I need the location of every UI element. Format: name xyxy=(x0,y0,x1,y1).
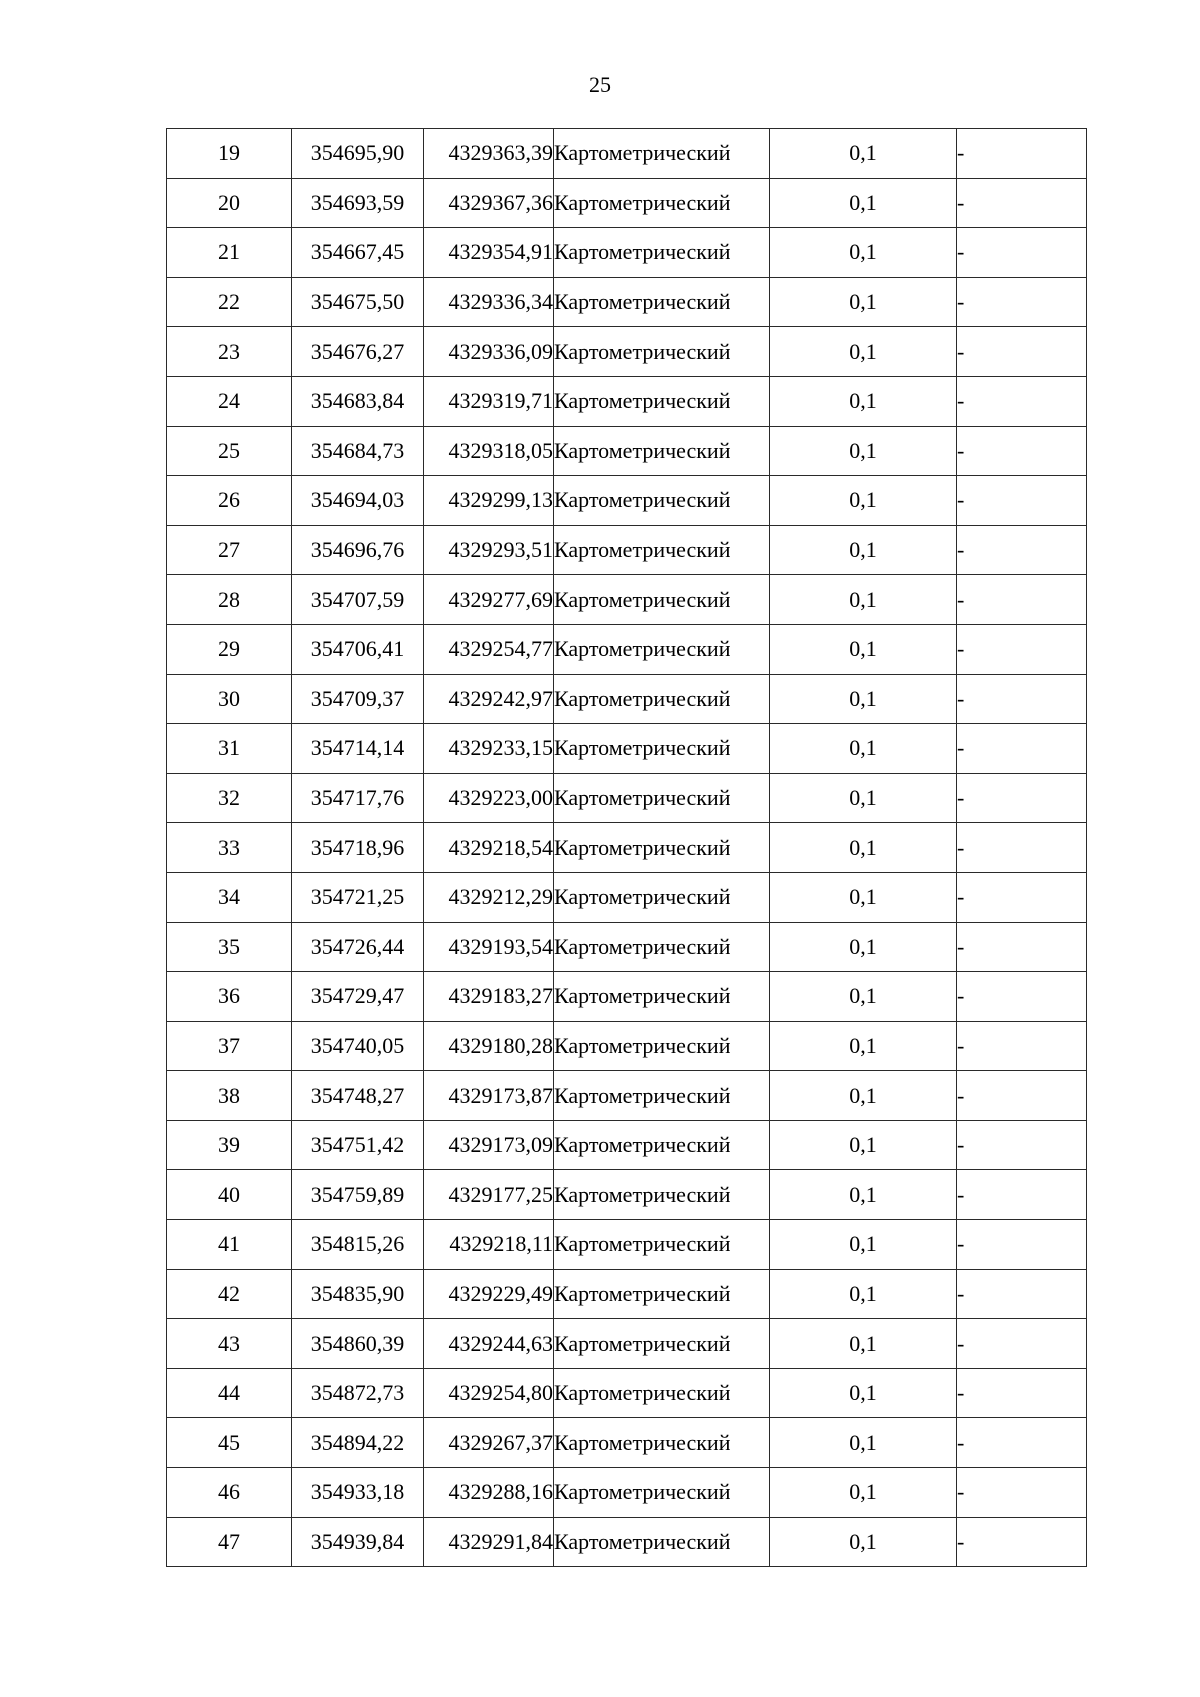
x-coordinate-cell: 354748,27 xyxy=(292,1071,424,1121)
y-coordinate-cell: 4329254,77 xyxy=(424,624,554,674)
x-coordinate-cell: 354718,96 xyxy=(292,823,424,873)
description-cell: - xyxy=(957,178,1087,228)
method-cell: Картометрический xyxy=(554,724,770,774)
y-coordinate-cell: 4329318,05 xyxy=(424,426,554,476)
x-coordinate-cell: 354933,18 xyxy=(292,1468,424,1518)
y-coordinate-cell: 4329299,13 xyxy=(424,476,554,526)
table-row xyxy=(167,476,1087,526)
point-number-cell: 27 xyxy=(167,525,292,575)
description-cell: - xyxy=(957,773,1087,823)
description-cell: - xyxy=(957,1468,1087,1518)
point-number-cell: 24 xyxy=(167,376,292,426)
point-number-cell: 31 xyxy=(167,724,292,774)
y-coordinate-cell: 4329267,37 xyxy=(424,1418,554,1468)
description-cell: - xyxy=(957,1269,1087,1319)
precision-cell: 0,1 xyxy=(770,1517,957,1567)
y-coordinate-cell: 4329180,28 xyxy=(424,1021,554,1071)
method-cell: Картометрический xyxy=(554,327,770,377)
table-row xyxy=(167,178,1087,228)
table-row xyxy=(167,1418,1087,1468)
description-cell: - xyxy=(957,1071,1087,1121)
coordinates-table xyxy=(166,128,1087,1567)
method-cell: Картометрический xyxy=(554,426,770,476)
precision-cell: 0,1 xyxy=(770,277,957,327)
description-cell: - xyxy=(957,823,1087,873)
precision-cell: 0,1 xyxy=(770,922,957,972)
precision-cell: 0,1 xyxy=(770,1319,957,1369)
point-number-cell: 35 xyxy=(167,922,292,972)
point-number-cell: 46 xyxy=(167,1468,292,1518)
x-coordinate-cell: 354675,50 xyxy=(292,277,424,327)
table-row xyxy=(167,1269,1087,1319)
x-coordinate-cell: 354872,73 xyxy=(292,1368,424,1418)
precision-cell: 0,1 xyxy=(770,1220,957,1270)
description-cell: - xyxy=(957,922,1087,972)
x-coordinate-cell: 354696,76 xyxy=(292,525,424,575)
point-number-cell: 45 xyxy=(167,1418,292,1468)
y-coordinate-cell: 4329183,27 xyxy=(424,972,554,1022)
table-row xyxy=(167,277,1087,327)
description-cell: - xyxy=(957,1319,1087,1369)
table-row xyxy=(167,823,1087,873)
table-row xyxy=(167,773,1087,823)
description-cell: - xyxy=(957,575,1087,625)
method-cell: Картометрический xyxy=(554,1368,770,1418)
method-cell: Картометрический xyxy=(554,575,770,625)
x-coordinate-cell: 354693,59 xyxy=(292,178,424,228)
table-row xyxy=(167,1170,1087,1220)
table-row xyxy=(167,1368,1087,1418)
table-row xyxy=(167,525,1087,575)
point-number-cell: 30 xyxy=(167,674,292,724)
y-coordinate-cell: 4329212,29 xyxy=(424,872,554,922)
x-coordinate-cell: 354706,41 xyxy=(292,624,424,674)
description-cell: - xyxy=(957,129,1087,179)
description-cell: - xyxy=(957,1517,1087,1567)
y-coordinate-cell: 4329233,15 xyxy=(424,724,554,774)
description-cell: - xyxy=(957,1220,1087,1270)
point-number-cell: 42 xyxy=(167,1269,292,1319)
precision-cell: 0,1 xyxy=(770,228,957,278)
method-cell: Картометрический xyxy=(554,1418,770,1468)
table-row xyxy=(167,1468,1087,1518)
x-coordinate-cell: 354694,03 xyxy=(292,476,424,526)
y-coordinate-cell: 4329293,51 xyxy=(424,525,554,575)
method-cell: Картометрический xyxy=(554,872,770,922)
y-coordinate-cell: 4329173,09 xyxy=(424,1120,554,1170)
x-coordinate-cell: 354894,22 xyxy=(292,1418,424,1468)
y-coordinate-cell: 4329291,84 xyxy=(424,1517,554,1567)
x-coordinate-cell: 354860,39 xyxy=(292,1319,424,1369)
precision-cell: 0,1 xyxy=(770,1071,957,1121)
precision-cell: 0,1 xyxy=(770,1170,957,1220)
point-number-cell: 29 xyxy=(167,624,292,674)
x-coordinate-cell: 354695,90 xyxy=(292,129,424,179)
table-row xyxy=(167,327,1087,377)
precision-cell: 0,1 xyxy=(770,178,957,228)
method-cell: Картометрический xyxy=(554,922,770,972)
point-number-cell: 19 xyxy=(167,129,292,179)
y-coordinate-cell: 4329336,09 xyxy=(424,327,554,377)
y-coordinate-cell: 4329277,69 xyxy=(424,575,554,625)
description-cell: - xyxy=(957,674,1087,724)
y-coordinate-cell: 4329218,54 xyxy=(424,823,554,873)
table-row xyxy=(167,228,1087,278)
precision-cell: 0,1 xyxy=(770,1021,957,1071)
method-cell: Картометрический xyxy=(554,773,770,823)
description-cell: - xyxy=(957,476,1087,526)
y-coordinate-cell: 4329173,87 xyxy=(424,1071,554,1121)
precision-cell: 0,1 xyxy=(770,476,957,526)
point-number-cell: 26 xyxy=(167,476,292,526)
x-coordinate-cell: 354684,73 xyxy=(292,426,424,476)
table-row xyxy=(167,724,1087,774)
precision-cell: 0,1 xyxy=(770,972,957,1022)
method-cell: Картометрический xyxy=(554,228,770,278)
x-coordinate-cell: 354729,47 xyxy=(292,972,424,1022)
point-number-cell: 25 xyxy=(167,426,292,476)
method-cell: Картометрический xyxy=(554,674,770,724)
description-cell: - xyxy=(957,277,1087,327)
method-cell: Картометрический xyxy=(554,823,770,873)
x-coordinate-cell: 354707,59 xyxy=(292,575,424,625)
y-coordinate-cell: 4329177,25 xyxy=(424,1170,554,1220)
method-cell: Картометрический xyxy=(554,624,770,674)
description-cell: - xyxy=(957,327,1087,377)
description-cell: - xyxy=(957,624,1087,674)
x-coordinate-cell: 354721,25 xyxy=(292,872,424,922)
table-row xyxy=(167,1071,1087,1121)
point-number-cell: 41 xyxy=(167,1220,292,1270)
point-number-cell: 47 xyxy=(167,1517,292,1567)
y-coordinate-cell: 4329319,71 xyxy=(424,376,554,426)
description-cell: - xyxy=(957,724,1087,774)
description-cell: - xyxy=(957,1021,1087,1071)
point-number-cell: 20 xyxy=(167,178,292,228)
x-coordinate-cell: 354676,27 xyxy=(292,327,424,377)
precision-cell: 0,1 xyxy=(770,872,957,922)
description-cell: - xyxy=(957,972,1087,1022)
precision-cell: 0,1 xyxy=(770,129,957,179)
point-number-cell: 40 xyxy=(167,1170,292,1220)
y-coordinate-cell: 4329354,91 xyxy=(424,228,554,278)
point-number-cell: 21 xyxy=(167,228,292,278)
method-cell: Картометрический xyxy=(554,1021,770,1071)
x-coordinate-cell: 354683,84 xyxy=(292,376,424,426)
precision-cell: 0,1 xyxy=(770,773,957,823)
precision-cell: 0,1 xyxy=(770,724,957,774)
point-number-cell: 39 xyxy=(167,1120,292,1170)
point-number-cell: 33 xyxy=(167,823,292,873)
precision-cell: 0,1 xyxy=(770,1120,957,1170)
x-coordinate-cell: 354726,44 xyxy=(292,922,424,972)
precision-cell: 0,1 xyxy=(770,1418,957,1468)
point-number-cell: 37 xyxy=(167,1021,292,1071)
table-row xyxy=(167,872,1087,922)
description-cell: - xyxy=(957,1120,1087,1170)
x-coordinate-cell: 354717,76 xyxy=(292,773,424,823)
table-row xyxy=(167,624,1087,674)
y-coordinate-cell: 4329218,11 xyxy=(424,1220,554,1270)
x-coordinate-cell: 354740,05 xyxy=(292,1021,424,1071)
y-coordinate-cell: 4329254,80 xyxy=(424,1368,554,1418)
precision-cell: 0,1 xyxy=(770,1468,957,1518)
description-cell: - xyxy=(957,228,1087,278)
point-number-cell: 38 xyxy=(167,1071,292,1121)
method-cell: Картометрический xyxy=(554,1220,770,1270)
description-cell: - xyxy=(957,1170,1087,1220)
table-row xyxy=(167,1021,1087,1071)
precision-cell: 0,1 xyxy=(770,1269,957,1319)
table-row xyxy=(167,1220,1087,1270)
y-coordinate-cell: 4329244,63 xyxy=(424,1319,554,1369)
point-number-cell: 32 xyxy=(167,773,292,823)
precision-cell: 0,1 xyxy=(770,376,957,426)
table-row xyxy=(167,972,1087,1022)
x-coordinate-cell: 354709,37 xyxy=(292,674,424,724)
point-number-cell: 34 xyxy=(167,872,292,922)
method-cell: Картометрический xyxy=(554,476,770,526)
page-number: 25 xyxy=(589,72,611,97)
description-cell: - xyxy=(957,1418,1087,1468)
y-coordinate-cell: 4329193,54 xyxy=(424,922,554,972)
table-row xyxy=(167,376,1087,426)
method-cell: Картометрический xyxy=(554,1269,770,1319)
table-row xyxy=(167,129,1087,179)
description-cell: - xyxy=(957,426,1087,476)
description-cell: - xyxy=(957,1368,1087,1418)
description-cell: - xyxy=(957,376,1087,426)
x-coordinate-cell: 354751,42 xyxy=(292,1120,424,1170)
x-coordinate-cell: 354835,90 xyxy=(292,1269,424,1319)
precision-cell: 0,1 xyxy=(770,1368,957,1418)
description-cell: - xyxy=(957,872,1087,922)
table-row xyxy=(167,1319,1087,1369)
table-row xyxy=(167,575,1087,625)
table-row xyxy=(167,1120,1087,1170)
y-coordinate-cell: 4329223,00 xyxy=(424,773,554,823)
method-cell: Картометрический xyxy=(554,1319,770,1369)
precision-cell: 0,1 xyxy=(770,327,957,377)
x-coordinate-cell: 354714,14 xyxy=(292,724,424,774)
method-cell: Картометрический xyxy=(554,1170,770,1220)
method-cell: Картометрический xyxy=(554,277,770,327)
method-cell: Картометрический xyxy=(554,525,770,575)
point-number-cell: 36 xyxy=(167,972,292,1022)
y-coordinate-cell: 4329288,16 xyxy=(424,1468,554,1518)
y-coordinate-cell: 4329367,36 xyxy=(424,178,554,228)
method-cell: Картометрический xyxy=(554,376,770,426)
y-coordinate-cell: 4329363,39 xyxy=(424,129,554,179)
precision-cell: 0,1 xyxy=(770,823,957,873)
precision-cell: 0,1 xyxy=(770,426,957,476)
precision-cell: 0,1 xyxy=(770,525,957,575)
x-coordinate-cell: 354815,26 xyxy=(292,1220,424,1270)
point-number-cell: 44 xyxy=(167,1368,292,1418)
method-cell: Картометрический xyxy=(554,178,770,228)
x-coordinate-cell: 354759,89 xyxy=(292,1170,424,1220)
y-coordinate-cell: 4329336,34 xyxy=(424,277,554,327)
method-cell: Картометрический xyxy=(554,1120,770,1170)
y-coordinate-cell: 4329242,97 xyxy=(424,674,554,724)
table-row xyxy=(167,922,1087,972)
method-cell: Картометрический xyxy=(554,1517,770,1567)
coordinates-table-body xyxy=(167,129,1087,1567)
description-cell: - xyxy=(957,525,1087,575)
table-row xyxy=(167,426,1087,476)
point-number-cell: 28 xyxy=(167,575,292,625)
point-number-cell: 43 xyxy=(167,1319,292,1369)
precision-cell: 0,1 xyxy=(770,674,957,724)
table-row xyxy=(167,1517,1087,1567)
method-cell: Картометрический xyxy=(554,129,770,179)
method-cell: Картометрический xyxy=(554,1468,770,1518)
method-cell: Картометрический xyxy=(554,1071,770,1121)
point-number-cell: 22 xyxy=(167,277,292,327)
precision-cell: 0,1 xyxy=(770,575,957,625)
y-coordinate-cell: 4329229,49 xyxy=(424,1269,554,1319)
table-row xyxy=(167,674,1087,724)
x-coordinate-cell: 354667,45 xyxy=(292,228,424,278)
method-cell: Картометрический xyxy=(554,972,770,1022)
point-number-cell: 23 xyxy=(167,327,292,377)
precision-cell: 0,1 xyxy=(770,624,957,674)
x-coordinate-cell: 354939,84 xyxy=(292,1517,424,1567)
